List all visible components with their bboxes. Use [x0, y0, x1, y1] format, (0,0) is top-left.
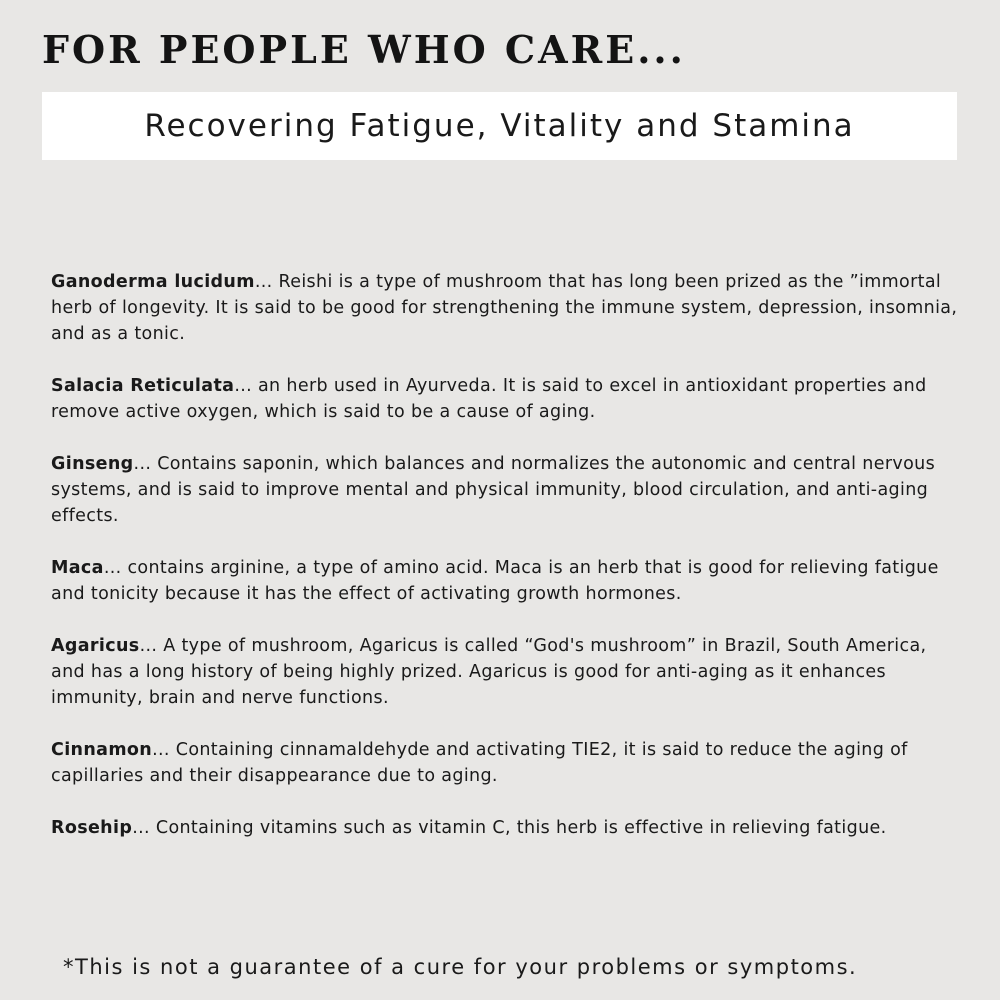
herb-entry-salacia [51, 373, 961, 425]
herb-name: Maca [51, 558, 104, 578]
herb-description: ... an herb used in Ayurveda. It is said to excel in antioxidant properties and remove active oxygen, which is said to be a cause of aging. [51, 376, 927, 422]
herb-name: Rosehip [51, 818, 133, 838]
herb-entry-cinnamon [51, 737, 961, 789]
subtitle-banner [42, 92, 957, 160]
subtitle-text: Recovering Fatigue, Vitality and Stamina [144, 108, 855, 144]
disclaimer-note: *This is not a guarantee of a cure for your problems or symptoms. [63, 955, 858, 979]
herb-description: ... Containing cinnamaldehyde and activating TIE2, it is said to reduce the aging of capillaries and their disappearance due to aging. [51, 740, 908, 786]
herb-entry-ganoderma [51, 269, 961, 347]
herb-description: ... Containing vitamins such as vitamin C, this herb is effective in relieving fatigue. [132, 818, 887, 838]
herb-entry-ginseng [51, 451, 961, 529]
herb-entry-rosehip [51, 815, 961, 841]
herb-name: Agaricus [51, 636, 140, 656]
herb-name: Salacia Reticulata [51, 376, 235, 396]
herb-entry-maca [51, 555, 961, 607]
herb-description: ... Reishi is a type of mushroom that has long been prized as the ”immortal herb of longevity. It is said to be good for strengthening the immune system, depression, insomnia, and as a tonic. [51, 272, 958, 344]
herb-description: ... A type of mushroom, Agaricus is called “God's mushroom” in Brazil, South America, and has a long history of being highly prized. Agaricus is good for anti-aging as it enhances immunity, brain and nerve functions. [51, 636, 927, 708]
herb-name: Ginseng [51, 454, 134, 474]
herb-name: Ganoderma lucidum [51, 272, 255, 292]
herb-list [51, 269, 961, 867]
herb-description: ... contains arginine, a type of amino acid. Maca is an herb that is good for relieving fatigue and tonicity because it has the effect of activating growth hormones. [51, 558, 939, 604]
herb-name: Cinnamon [51, 740, 153, 760]
herb-entry-agaricus [51, 633, 961, 711]
herb-description: ... Contains saponin, which balances and normalizes the autonomic and central nervous systems, and is said to improve mental and physical immunity, blood circulation, and anti-aging effects. [51, 454, 936, 526]
main-heading: FOR PEOPLE WHO CARE... [42, 27, 686, 72]
